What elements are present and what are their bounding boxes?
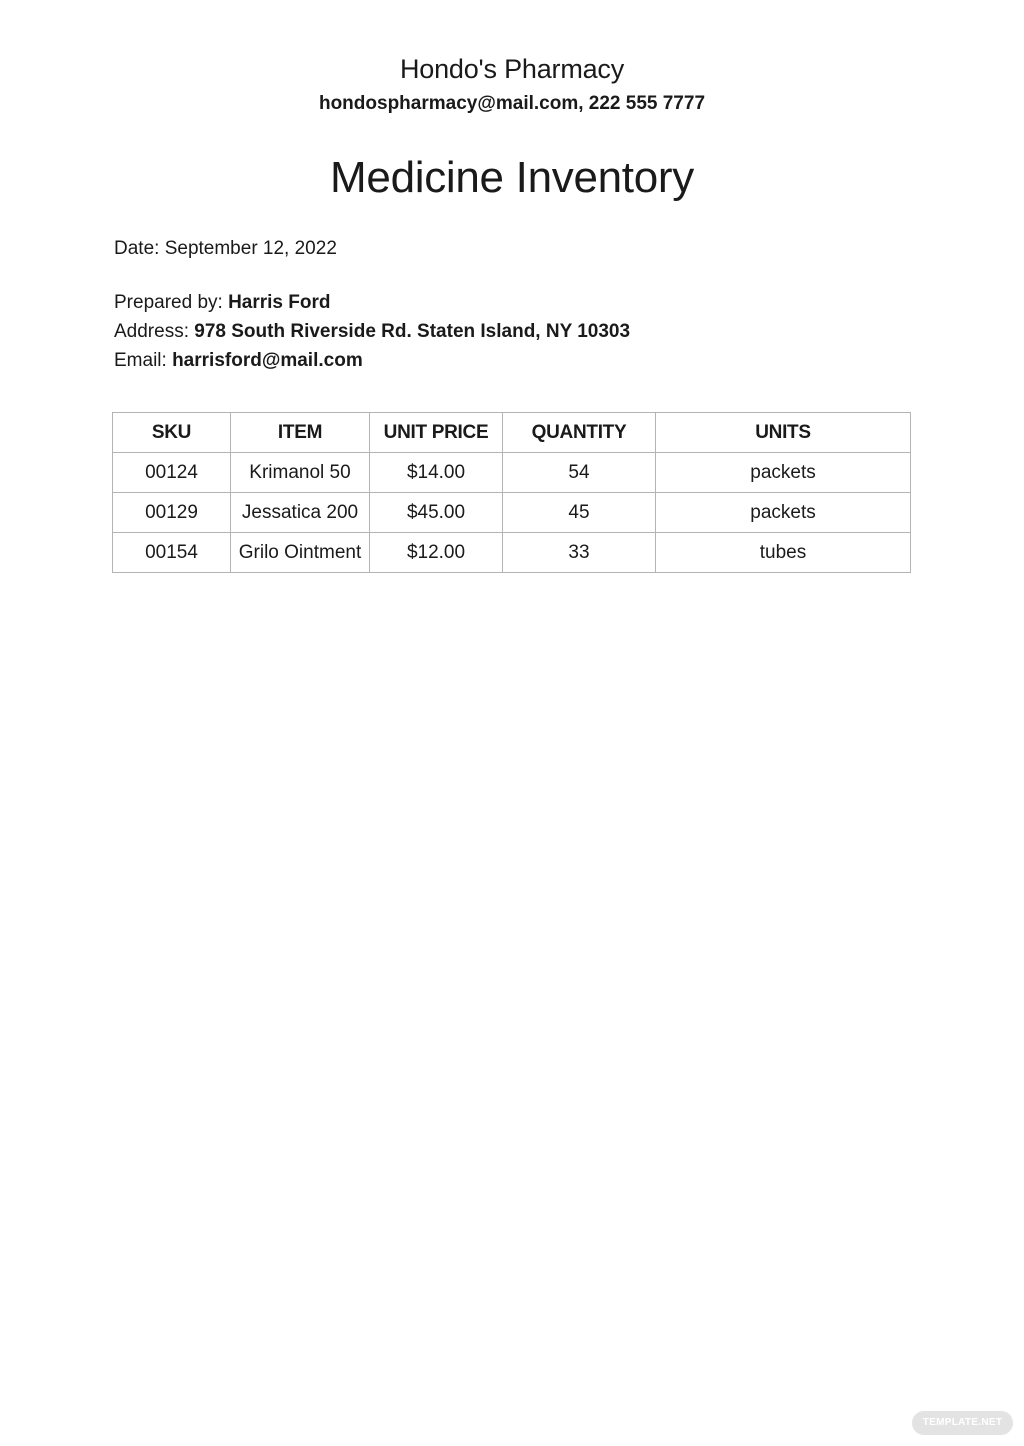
column-header-sku: SKU [113, 413, 231, 453]
date-label: Date: [114, 238, 160, 259]
address-label: Address: [114, 321, 189, 342]
date-line [114, 237, 337, 261]
address-value: 978 South Riverside Rd. Staten Island, NY 10303 [194, 321, 631, 342]
cell-units: tubes [656, 533, 911, 573]
cell-unit-price: $14.00 [370, 453, 503, 493]
cell-unit-price: $12.00 [370, 533, 503, 573]
prepared-by-value: Harris Ford [228, 292, 331, 313]
prepared-by-label: Prepared by: [114, 292, 223, 313]
cell-sku: 00129 [113, 493, 231, 533]
cell-item: Grilo Ointment [231, 533, 370, 573]
template-net-watermark: TEMPLATE.NET [912, 1411, 1013, 1435]
cell-sku: 00124 [113, 453, 231, 493]
prepared-by-line [114, 291, 331, 315]
column-header-units: UNITS [656, 413, 911, 453]
date-value: September 12, 2022 [164, 238, 337, 259]
inventory-table [112, 412, 911, 573]
email-label: Email: [114, 350, 167, 371]
column-header-quantity: QUANTITY [503, 413, 656, 453]
column-header-unit-price: UNIT PRICE [370, 413, 503, 453]
address-line [114, 320, 630, 344]
column-header-item: ITEM [231, 413, 370, 453]
table-row [113, 533, 911, 573]
cell-quantity: 33 [503, 533, 656, 573]
page-title: Medicine Inventory [330, 153, 694, 202]
email-value: harrisford@mail.com [172, 350, 363, 371]
cell-item: Krimanol 50 [231, 453, 370, 493]
cell-sku: 00154 [113, 533, 231, 573]
cell-units: packets [656, 493, 911, 533]
cell-item: Jessatica 200 [231, 493, 370, 533]
cell-unit-price: $45.00 [370, 493, 503, 533]
cell-units: packets [656, 453, 911, 493]
cell-quantity: 54 [503, 453, 656, 493]
email-line [114, 349, 363, 373]
table-row [113, 453, 911, 493]
cell-quantity: 45 [503, 493, 656, 533]
company-contact: hondospharmacy@mail.com, 222 555 7777 [318, 93, 706, 114]
company-name: Hondo's Pharmacy [399, 54, 625, 84]
table-row [113, 493, 911, 533]
table-header-row [113, 413, 911, 453]
